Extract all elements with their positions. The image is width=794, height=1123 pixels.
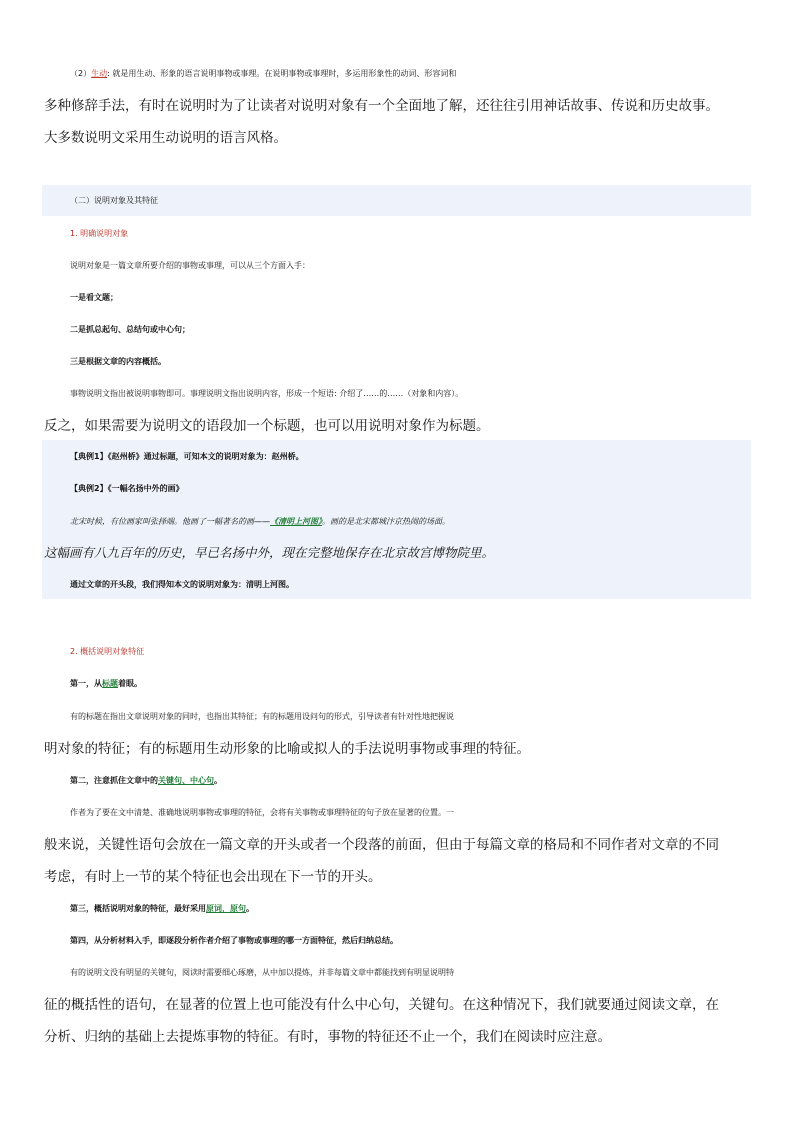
part2-p4-line-1: 有的说明文没有明显的关键句，阅读时需要细心琢磨，从中加以提炼，并非每篇文章中都能找到有明显说明特 xyxy=(70,968,454,977)
example-2-conclusion: 通过文章的开头段，我们得知本文的说明对象为：清明上河图。 xyxy=(70,580,294,589)
part2-p4-line-2: 征的概括性的语句，在显著的位置上也可能没有什么中心句，关键句。在这种情况下，我们就要通过阅读文章，在 xyxy=(44,997,719,1013)
part2-first-post: 着眼。 xyxy=(118,679,142,688)
intro-number: （2） xyxy=(70,69,92,78)
part2-p2-line-3: 考虑，有时上一节的某个特征也会出现在下一节的开头。 xyxy=(44,869,382,885)
intro-line-3: 大多数说明文采用生动说明的语言风格。 xyxy=(44,130,287,146)
example-2-title: 【典例2】《一幅名扬中外的画》 xyxy=(70,484,184,493)
part1-title: 1. 明确说明对象 xyxy=(70,229,129,238)
section-heading: （二）说明对象及其特征 xyxy=(70,196,158,205)
part2-first-key-link[interactable]: 标题 xyxy=(102,679,118,688)
part2-third xyxy=(44,899,790,919)
part2-third-post: 。 xyxy=(246,904,254,913)
intro-line-1 xyxy=(44,64,790,84)
part2-third-key-link[interactable]: 原词，原句 xyxy=(206,904,246,913)
part1-lead: 说明对象是一篇文章所要介绍的事物或事理，可以从三个方面入手： xyxy=(70,261,310,270)
example-1: 【典例1】《赵州桥》通过标题，可知本文的说明对象为：赵州桥。 xyxy=(70,452,304,461)
part2-title: 2. 概括说明对象特征 xyxy=(70,647,145,656)
part1-item-1: 一是看文题； xyxy=(70,293,118,302)
part1-item-2: 二是抓总起句、总结句或中心句； xyxy=(70,325,190,334)
part1-item-3: 三是根据文章的内容概括。 xyxy=(70,357,166,366)
part2-second-post: 。 xyxy=(214,776,222,785)
part2-second-pre: 第二，注意抓住文章中的 xyxy=(70,776,158,785)
example-2-line-1-pre: 北宋时候，有位画家叫张择端。他画了一幅著名的画—— xyxy=(70,517,270,526)
example-2-line-2: 这幅画有八九百年的历史，早已名扬中外，现在完整地保存在北京故宫博物院里。 xyxy=(44,545,495,560)
part2-second xyxy=(44,771,790,791)
part1-para-line-2: 反之，如果需要为说明文的语段加一个标题，也可以用说明对象作为标题。 xyxy=(44,418,490,434)
part1-para-line-1: 事物说明文指出被说明事物即可。事理说明文指出说明内容，形成一个短语: 介绍了……的……（对象和内容）。 xyxy=(70,389,464,398)
part2-first-pre: 第一，从 xyxy=(70,679,102,688)
example-2-painting-title[interactable]: 《清明上河图》 xyxy=(270,516,322,526)
part2-p2-line-1: 作者为了要在文中清楚、准确地说明事物或事理的特征，会将有关事物或事理特征的句子放在显著的位置。一 xyxy=(70,808,454,817)
part2-second-key-link[interactable]: 关键句、中心句 xyxy=(158,776,214,785)
part2-p1-line-1: 有的标题在指出文章说明对象的同时，也指出其特征；有的标题用设问句的形式，引导读者有针对性地把握说 xyxy=(70,712,454,721)
part2-first xyxy=(44,674,790,694)
part2-p2-line-2: 般来说，关键性语句会放在一篇文章的开头或者一个段落的前面，但由于每篇文章的格局和不同作者对文章的不同 xyxy=(44,837,719,853)
part2-fourth: 第四，从分析材料入手，即逐段分析作者介绍了事物或事理的哪一方面特征，然后归纳总结。 xyxy=(70,936,398,945)
intro-line-2: 多种修辞手法，有时在说明时为了让读者对说明对象有一个全面地了解，还往往引用神话故事、传说和历史故事。 xyxy=(44,98,719,114)
intro-rest: : 就是用生动、形象的语言说明事物或事理。在说明事物或事理时，多运用形象性的动词、形容词和 xyxy=(107,69,457,78)
example-2-line-1-post: 。画的是北宋都城汴京热闹的场面。 xyxy=(322,517,450,526)
part2-p4-line-3: 分析、归纳的基础上去提炼事物的特征。有时，事物的特征还不止一个，我们在阅读时应注意。 xyxy=(44,1029,611,1045)
intro-term-link[interactable]: 生动 xyxy=(91,69,108,78)
part2-p1-line-2: 明对象的特征；有的标题用生动形象的比喻或拟人的手法说明事物或事理的特征。 xyxy=(44,741,530,757)
example-2-line-1 xyxy=(44,511,790,532)
part2-third-pre: 第三，概括说明对象的特征，最好采用 xyxy=(70,904,206,913)
